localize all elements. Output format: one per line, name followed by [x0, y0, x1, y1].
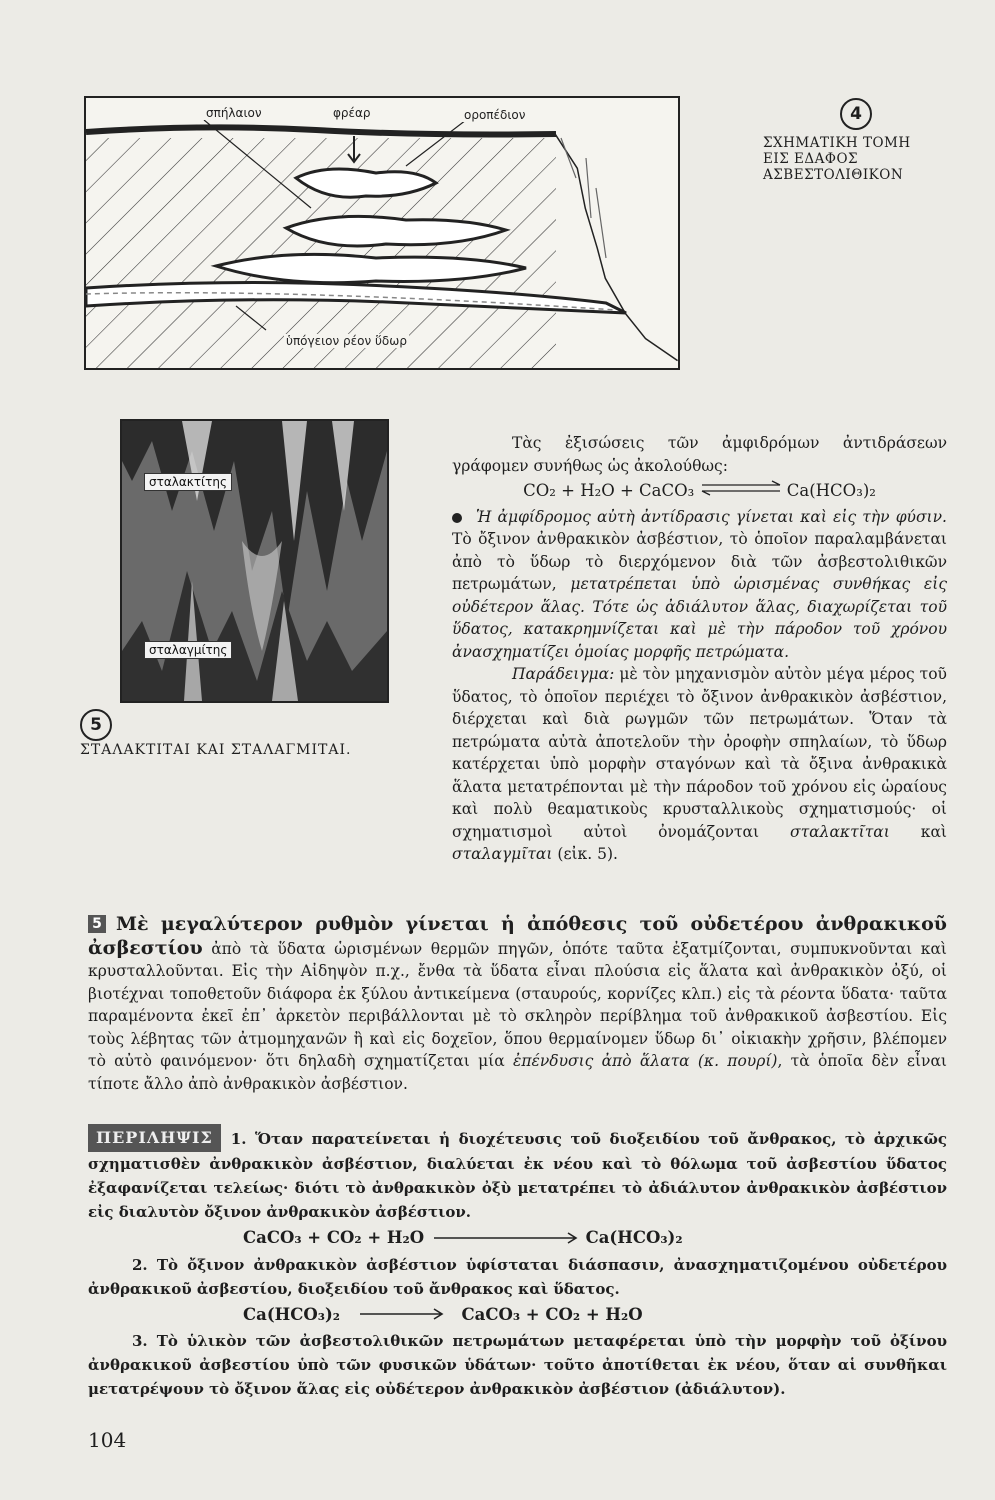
section-5-heading: Μὲ μεγαλύτερον ρυθμὸν γίνεται ἡ ἀπόθεσις τοῦ οὐδετέρου ἀνθρακικοῦ ἀσβεστίου	[88, 913, 947, 959]
section-5	[88, 913, 947, 1095]
summary-item-3: 3. Τὸ ὑλικὸν τῶν ἀσβεστολιθικῶν πετρωμάτων μεταφέρεται ὑπὸ τὴν μορφὴν τοῦ ὀξίνου ἀνθρακικοῦ ἀσβεστίου ὑπὸ τῶν φυσικῶν ὑδάτων· τοῦτο ἀποτίθεται ἐκ νέου, ὅταν αἱ συνθῆκαι μετατρέψουν τὸ ὄξινον ἅλας εἰς οὐδέτερον ἀνθρακικὸν ἀσβέστιον (ἀδιάλυτον).	[88, 1332, 947, 1398]
label-stalagmite: σταλαγμίτης	[144, 641, 232, 659]
summary-item-1	[88, 1124, 947, 1224]
equation-2-left: CaCO₃ + CO₂ + H₂O	[243, 1228, 425, 1247]
figure-5-photo	[120, 419, 389, 703]
arrow-right-icon	[430, 1227, 580, 1251]
example-label: Παράδειγμα:	[512, 665, 615, 684]
figure-5-number: 5	[80, 709, 112, 741]
equation-left: CO₂ + H₂O + CaCO₃	[523, 481, 695, 500]
figure-4-cross-section	[84, 96, 680, 370]
equation-right: Ca(HCO₃)₂	[786, 481, 876, 500]
stalactite-stalagmite-illustration	[122, 421, 387, 701]
limestone-cross-section-drawing	[86, 98, 678, 368]
figure-5-caption: ΣΤΑΛΑΚΤΙΤΑΙ ΚΑΙ ΣΤΑΛΑΓΜΙΤΑΙ.	[80, 742, 352, 758]
section-number-badge: 5	[88, 915, 106, 933]
section-5-italic: ἐπένδυσις ἀπὸ ἅλατα (κ. πουρί)	[513, 1052, 778, 1070]
summary-badge: ΠΕΡΙΛΗΨΙΣ	[88, 1124, 221, 1152]
equation-2-right: Ca(HCO₃)₂	[585, 1228, 683, 1247]
label-stalactite: σταλακτίτης	[144, 473, 232, 491]
paragraph-example	[452, 663, 947, 866]
section-5-text: ἀπὸ τὰ ὕδατα ὡρισμένων θερμῶν πηγῶν, ὁπότε ταῦτα ἐξατμίζονται, συμπυκνοῦνται καὶ κρυσταλλοῦνται. Εἰς τὴν Αἰδηψὸν π.χ., ἔνθα τὰ ὕδατα εἶναι πλούσια εἰς ἅλατα καὶ ἀνθρακικὸν ὀξύ, οἱ βιοτέχναι τοποθετοῦν διάφορα ἐκ ξύλου ἀντικείμενα (σταυρούς, κορνίζες κλπ.) εἰς τὰ ρέοντα ὕδατα· ταῦτα παραμένοντα ἐκεῖ ἐπ᾿ ἀρκετὸν περιβάλλονται μὲ τὸ σκληρὸν περίβλημα τοῦ ἀνθρακικοῦ ἀσβεστίου. Εἰς τοὺς λέβητας τῶν ἀτμομηχανῶν ἢ καὶ εἰς δοχεῖον, ὅπου θερμαίνομεν ὕδωρ δι᾿ οἰκιακὴν χρῆσιν, βλέπομεν τὸ αὐτὸ φαινόμενον· ὅτι δηλαδὴ σχηματίζεται μία	[88, 939, 947, 1070]
paragraph-nature	[452, 506, 947, 664]
equation-2	[88, 1226, 947, 1251]
summary	[88, 1124, 947, 1401]
figure-4-caption-line: ΕΙΣ ΕΔΑΦΟΣ	[763, 151, 859, 167]
section-5-end: , τὰ ὁποῖα δὲν εἶναι τίποτε ἄλλο ἀπὸ ἀνθρακικὸν ἀσβέστιον.	[88, 1052, 947, 1093]
label-plateau: οροπέδιον	[464, 108, 526, 122]
figure-4-number: 4	[840, 98, 872, 130]
example-text: μὲ τὸν μηχανισμὸν αὐτὸν μέγα μέρος τοῦ ὕδατος, τὸ ὁποῖον περιέχει τὸ ὄξινον ἀνθρακικὸν ἀσβέστιον, διέρχεται καὶ διὰ ρωγμῶν τῶν πετρωμάτων. Ὅταν τὰ πετρώματα αὐτὰ ἀποτελοῦν τὴν ὀροφὴν σπηλαίων, τὸ ὕδωρ κατέρχεται ὑπὸ μορφὴν σταγόνων καὶ τὰ ὄξινα ἀνθρακικὰ ἅλατα μετατρέπονται μὲ τὴν πάροδον τοῦ χρόνου εἰς ὡραίους καὶ πολὺ θεαματικοὺς κρυσταλλικοὺς σχηματισμούς· οἱ σχηματισμοὶ αὐτοὶ ὀνομάζονται	[452, 665, 947, 841]
figure-4-caption-line: ΑΣΒΕΣΤΟΛΙΘΙΚΟΝ	[763, 167, 904, 183]
nature-italic: Ἡ ἀμφίδρομος αὐτὴ ἀντίδρασις γίνεται καὶ εἰς τὴν φύσιν.	[476, 507, 947, 526]
nature-italic-cont: μετατρέπεται ὑπὸ ὡρισμένας συνθήκας εἰς οὐδέτερον ἅλας. Τότε ὡς ἀδιάλυτον ἅλας, διαχωρίζεται τοῦ ὕδατος, κατακρημνίζεται καὶ μὲ τὴν πάροδον τοῦ χρόνου ἀνασχηματίζει ὁμοίας μορφῆς πετρώματα.	[452, 575, 948, 661]
bullet-icon	[452, 513, 462, 523]
arrow-right-icon	[346, 1303, 456, 1327]
and-word: καὶ	[920, 822, 947, 841]
figure-4-caption-line: ΣΧΗΜΑΤΙΚΗ ΤΟΜΗ	[763, 135, 911, 151]
summary-item-1-text: 1. Ὅταν παρατείνεται ἡ διοχέτευσις τοῦ διοξειδίου τοῦ ἄνθρακος, τὸ ἀρχικῶς σχηματισθὲν ἀνθρακικὸν ἀσβέστιον, διαλύεται ἐκ νέου καὶ τὸ θόλωμα τοῦ ἀσβεστίου ὕδατος ἐξαφανίζεται τελείως· διότι τὸ ἀνθρακικὸν ὀξὺ μετατρέπει τὸ ἀδιάλυτον ἀνθρακικὸν ἀσβέστιον εἰς διαλυτὸν ὄξινον ἀνθρακικὸν ἀσβέστιον.	[88, 1130, 947, 1221]
equation-3-left: Ca(HCO₃)₂	[243, 1304, 340, 1324]
label-cave: σπήλαιον	[206, 106, 262, 120]
equation-reversible	[452, 480, 947, 503]
nature-text: Τὸ ὄξινον ἀνθρακικὸν ἀσβέστιον, τὸ ὁποῖον παραλαμβάνεται ἀπὸ τὸ ὕδωρ τὸ διερχόμενον διὰ τῶν ἀσβεστολιθικῶν πετρωμάτων,	[452, 530, 947, 594]
equation-3	[88, 1303, 947, 1328]
right-column-text	[452, 432, 947, 866]
label-shaft: φρέαρ	[333, 106, 371, 120]
figure-ref: (εἰκ. 5).	[557, 845, 618, 864]
label-groundwater: ὑπόγειον ρέον ὕδωρ	[286, 334, 407, 348]
equation-3-right: CaCO₃ + CO₂ + H₂O	[461, 1304, 643, 1324]
stalagmites-term: σταλαγμῖται	[452, 845, 553, 864]
page-number: 104	[88, 1428, 127, 1452]
summary-item-2: 2. Τὸ ὄξινον ἀνθρακικὸν ἀσβέστιον ὑφίσταται διάσπασιν, ἀνασχηματιζομένου οὐδετέρου ἀνθρακικοῦ ἀσβεστίου, διοξειδίου τοῦ ἄνθρακος καὶ ὕδατος.	[88, 1255, 947, 1298]
figure-4-caption	[763, 135, 911, 183]
reversible-arrow-icon	[700, 480, 782, 503]
stalactites-term: σταλακτῖται	[790, 822, 890, 841]
paragraph-equations-intro: Τὰς ἐξισώσεις τῶν ἀμφιδρόμων ἀντιδράσεων γράφομεν συνήθως ὡς ἀκολούθως:	[452, 434, 947, 475]
